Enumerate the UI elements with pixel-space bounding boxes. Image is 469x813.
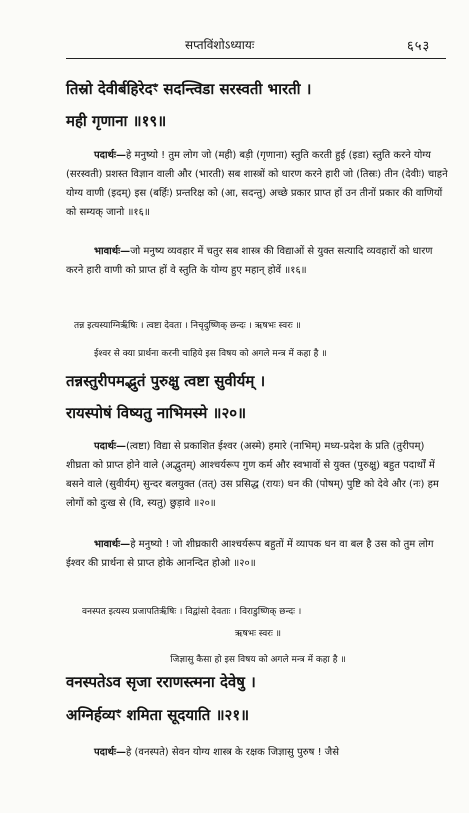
padartha-text: (त्वष्टा) विद्या से प्रकाशित ईश्वर (अस्मे) हमारे (नाभिम्) मध्य-प्रदेश के प्रति (तुरीपम्) शीघ्रता को प्राप्त होने वाले (अद्भुतम्) आश्चर्यरूप गुण कर्म और स्वभावों से युक्त (पुरुक्षु) बहुत पदार्थों में बसने वाले (सुवीर्यम्) सुन्दर बलयुक्त (तत्) उस प्रसिद्ध (रायः) धन की (पोषम्) पुष्टि को देवे और (नः) हम लोगों को दुःख से (वि, स्यतु) छुड़ावे ॥२०॥ <box>66 441 439 509</box>
mantra-21-intro: जिज्ञासु कैसा हो इस विषय को अगले मन्त्र में कहा है ॥ <box>170 655 346 665</box>
page-number: ६५३ <box>407 39 431 54</box>
padartha-label: पदार्थः— <box>94 747 126 758</box>
bhavartha-20 <box>66 535 450 573</box>
padartha-19 <box>66 146 450 222</box>
bhavartha-19 <box>66 242 450 280</box>
mantra-21-line-1: वनस्पतेऽव सृजा रराणस्त्मना देवेषु । <box>66 673 256 691</box>
bhavartha-label: भावार्थः— <box>94 246 131 257</box>
mantra-21-line-2: अग्निर्हव्यꣳ शमिता सूदयाति ॥२१॥ <box>66 706 250 724</box>
padartha-label: पदार्थः— <box>94 441 126 452</box>
padartha-text: हे मनुष्यो ! तुम लोग जो (मही) बड़ी (गृणाना) स्तुति करती हुई (इडा) स्तुति करने योग्य (सरस्वती) प्रशस्त विज्ञान वाली और (भारती) सब शास्त्रों को धारण करने हारी जो (तिस्रः) तीन (देवीः) चाहने योग्य वाणी (इदम्) इस (बर्हिः) प्रन्तरिक्ष को (आ, सदन्तु) अच्छे प्रकार प्राप्त हों उन तीनों प्रकार की वाणियों को सम्यक् जानो ॥१६॥ <box>66 150 448 218</box>
mantra-19-line-1: तिस्रो देवीर्बहिरेदꣳ सदन्त्विडा सरस्वती भारती । <box>66 80 312 98</box>
page-header <box>0 36 469 56</box>
mantra-20-line-2: रायस्पोषं विष्यतु नाभिमस्मे ॥२०॥ <box>66 404 247 422</box>
padartha-text: हे (वनस्पते) सेवन योग्य शास्त्र के रक्षक जिज्ञासु पुरुष ! जैसे <box>126 747 339 758</box>
chapter-title: सप्तविंशोऽध्यायः <box>185 38 255 52</box>
mantra-20-meta: तन्न इत्यस्याग्निर्ऋ॑षिः । त्वष्टा देवता । निचृदुष्णिक् छन्दः । ऋषभः स्वरः ॥ <box>74 321 301 331</box>
mantra-20-intro: ईश्वर से क्या प्रार्थना करनी चाहिये इस विषय को अगले मन्त्र में कहा है ॥ <box>94 349 327 359</box>
header-rule <box>66 58 446 59</box>
mantra-21-meta: वनस्पत इत्यस्य प्रजापतिर्ऋ॑षिः । विद्वांसो देवताः । विराडुष्णिक् छन्दः । <box>82 607 302 617</box>
mantra-21-meta-swara: ऋषभः स्वरः ॥ <box>234 629 282 639</box>
mantra-20-line-1: तन्नस्तुरीपमद्भुतं पुरुक्षु त्वष्टा सुवीर्यम् । <box>66 372 266 390</box>
padartha-20 <box>66 437 450 513</box>
mantra-19-line-2: मही गृणाना ॥१९॥ <box>66 112 167 130</box>
padartha-label: पदार्थः— <box>94 150 126 161</box>
bhavartha-text: हे मनुष्यो ! जो शीघ्रकारी आश्चर्यरूप बहुतों में व्यापक धन वा बल है उस को तुम लोग ईश्वर की प्रार्थना से प्राप्त होके आनन्दित होओ ॥२०॥ <box>66 539 434 569</box>
bhavartha-text: जो मनुष्य व्यवहार में चतुर सब शास्त्र की विद्याओं से युक्त सत्यादि व्यवहारों को धारण करने हारी वाणी को प्राप्त हों वे स्तुति के योग्य हुए महान् होवें ॥१६॥ <box>66 246 433 276</box>
bhavartha-label: भावार्थः— <box>94 539 131 550</box>
padartha-21 <box>66 743 450 762</box>
